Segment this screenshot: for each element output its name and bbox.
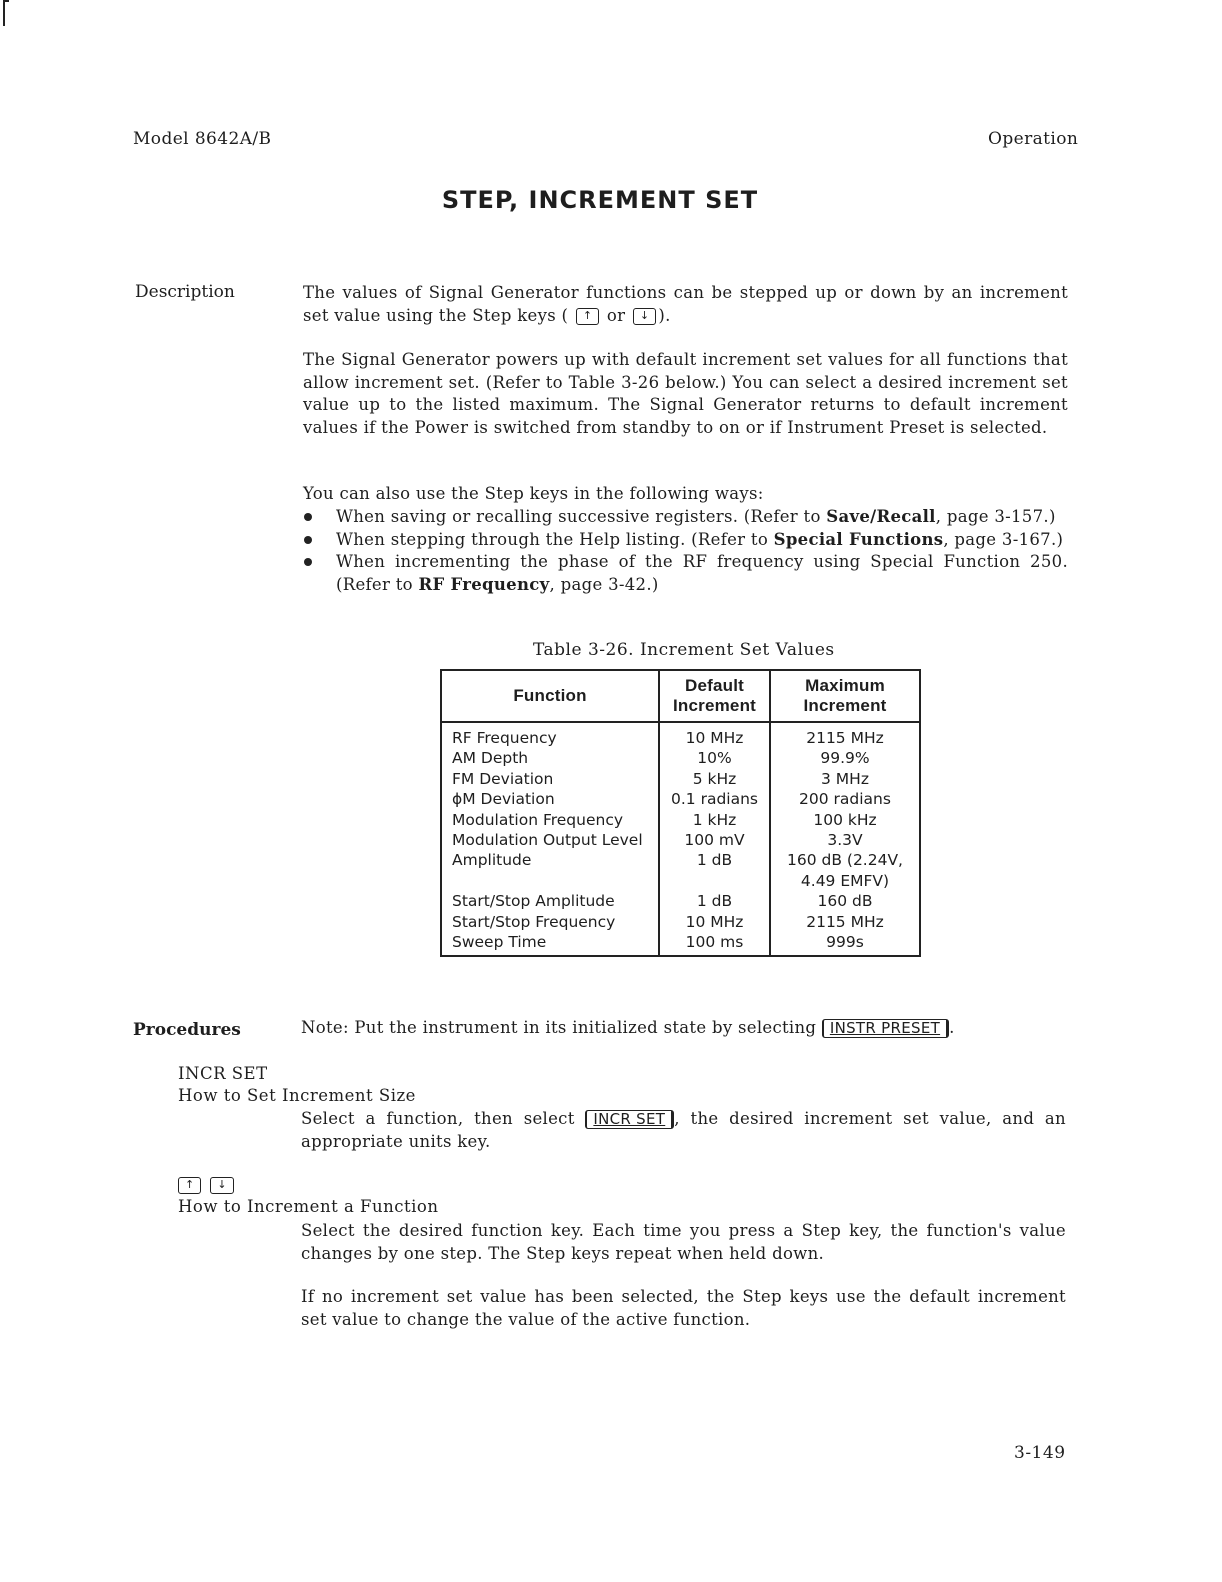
list-item: When stepping through the Help listing. (Refer to Special Functions, page 3-167.) <box>303 529 1068 552</box>
table-row: Amplitude 1 dB 160 dB (2.24V, <box>441 850 920 870</box>
step-text-1: Select the desired function key. Each time you press a Step key, the function's value changes by one step. The Step keys repeat when held down. <box>301 1221 1066 1263</box>
table-row: ϕM Deviation 0.1 radians 200 radians <box>441 789 920 809</box>
step-keys-heading <box>176 1175 236 1194</box>
header-maximum: Maximum Increment <box>770 670 920 722</box>
header-default: Default Increment <box>659 670 770 722</box>
table-row: Modulation Frequency 1 kHz 100 kHz <box>441 810 920 830</box>
table-row: Start/Stop Amplitude 1 dB 160 dB <box>441 891 920 911</box>
table-row: Sweep Time 100 ms 999s <box>441 932 920 956</box>
instr-preset-key: INSTR PRESET <box>822 1019 949 1038</box>
list-item: When saving or recalling successive registers. (Refer to Save/Recall, page 3-157.) <box>303 506 1068 529</box>
para1-or: or <box>606 305 626 325</box>
table-caption: Table 3-26. Increment Set Values <box>533 640 835 660</box>
crop-mark <box>3 0 5 26</box>
table-row: 4.49 EMFV) <box>441 871 920 891</box>
bullet-icon <box>304 558 312 566</box>
description-paragraph-3: You can also use the Step keys in the following ways: <box>303 484 764 503</box>
step-down-key-icon: ↓ <box>633 308 657 325</box>
para1-text: The values of Signal Generator functions can be stepped up or down by an increment set value using the Step keys ( <box>303 283 1068 325</box>
step-up-key-icon: ↑ <box>576 308 600 325</box>
crop-mark-horizontal <box>3 0 9 2</box>
header-function: Function <box>441 670 659 722</box>
table-row: Modulation Output Level 100 mV 3.3V <box>441 830 920 850</box>
page-title: STEP, INCREMENT SET <box>441 186 759 214</box>
incr-set-subheading: How to Set Increment Size <box>178 1086 416 1105</box>
incr-set-key: INCR SET <box>585 1110 674 1129</box>
list-item: When incrementing the phase of the RF frequency using Special Function 250. (Refer to RF Frequency, page 3-42.) <box>303 551 1068 596</box>
para1-end: ). <box>658 305 671 325</box>
procedures-note: Note: Put the instrument in its initialized state by selecting INSTR PRESET . <box>301 1018 955 1037</box>
increment-set-table <box>440 669 921 957</box>
table-row: Start/Stop Frequency 10 MHz 2115 MHz <box>441 912 920 932</box>
step-down-key-icon: ↓ <box>210 1177 233 1194</box>
page-number: 3-149 <box>1014 1443 1066 1463</box>
incr-set-text: Select a function, then select INCR SET , the desired increment set value, and an appropriate units key. <box>301 1109 1066 1151</box>
bullet-list <box>303 506 1068 596</box>
table-row: FM Deviation 5 kHz 3 MHz <box>441 769 920 789</box>
table-header-row <box>441 670 920 722</box>
step-up-key-icon: ↑ <box>178 1177 201 1194</box>
header-model: Model 8642A/B <box>133 129 272 149</box>
description-paragraph-1 <box>303 282 1068 327</box>
bullet-icon <box>304 513 312 521</box>
header-section: Operation <box>988 129 1079 149</box>
step-subheading: How to Increment a Function <box>178 1197 439 1216</box>
step-text-2: If no increment set value has been selected, the Step keys use the default increment set value to change the value of the active function. <box>301 1287 1066 1329</box>
description-paragraph-2: The Signal Generator powers up with default increment set values for all functions that allow increment set. (Refer to Table 3-26 below.) You can select a desired increment set value up to the listed maximum. The Signal Generator returns to default increment values if the Power is switched from standby to on or if Instrument Preset is selected. <box>303 350 1068 437</box>
incr-set-heading: INCR SET <box>178 1064 268 1083</box>
description-label: Description <box>135 282 235 302</box>
bullet-icon <box>304 536 312 544</box>
table-row: AM Depth 10% 99.9% <box>441 748 920 768</box>
table-row: RF Frequency 10 MHz 2115 MHz <box>441 722 920 748</box>
procedures-label: Procedures <box>133 1020 241 1040</box>
